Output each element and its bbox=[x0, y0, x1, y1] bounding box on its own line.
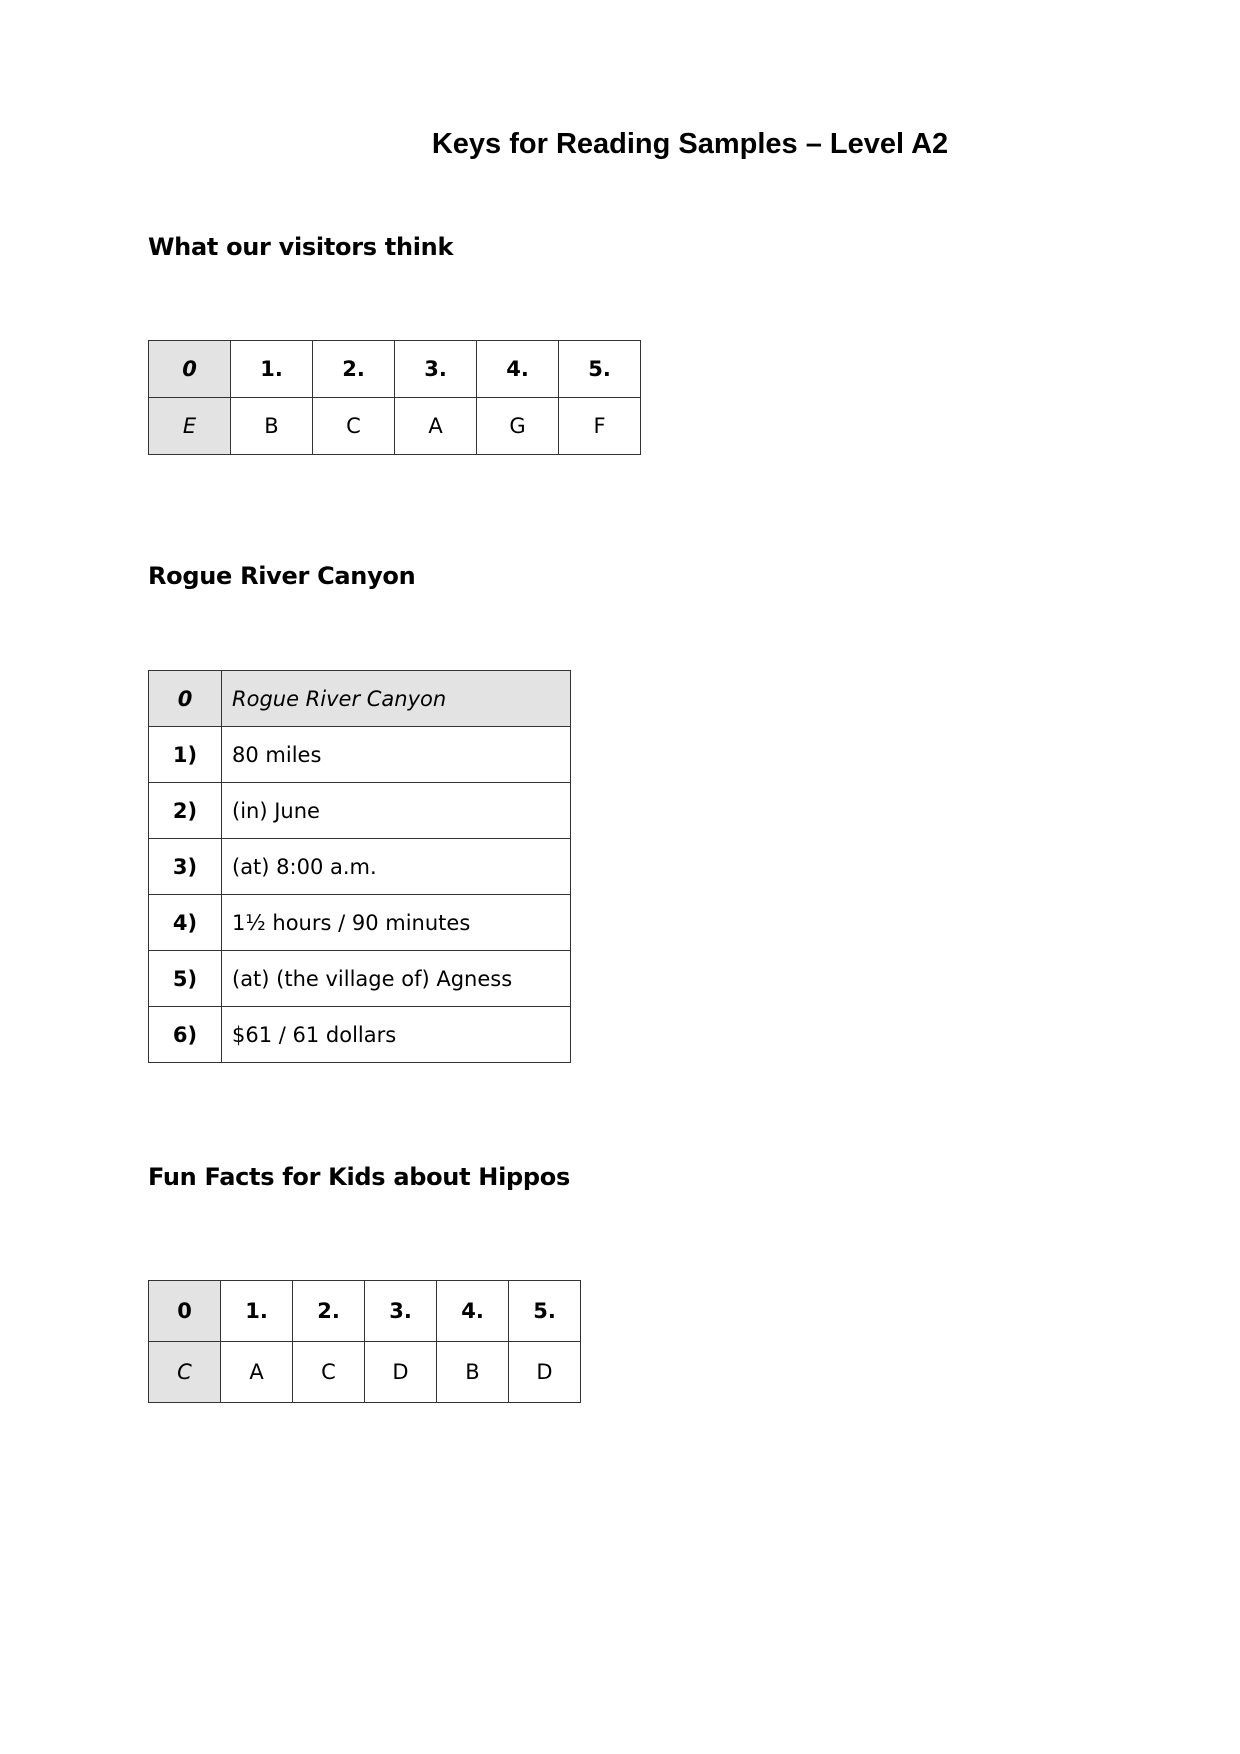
table-cell: A bbox=[221, 1342, 293, 1403]
answer-key-table-rogue-river bbox=[148, 670, 571, 1063]
table-cell: F bbox=[559, 398, 641, 455]
table-cell-number: 1) bbox=[149, 727, 222, 783]
table-cell-number: 0 bbox=[149, 671, 222, 727]
table-cell: C bbox=[149, 1342, 221, 1403]
table-cell: 2. bbox=[293, 1281, 365, 1342]
table-cell-number: 2) bbox=[149, 783, 222, 839]
table-cell-answer: (in) June bbox=[222, 783, 571, 839]
table-cell: B bbox=[437, 1342, 509, 1403]
table-row bbox=[149, 839, 571, 895]
section-heading-visitors: What our visitors think bbox=[148, 233, 454, 261]
answer-key-table-hippos bbox=[148, 1280, 581, 1403]
table-cell: 3. bbox=[365, 1281, 437, 1342]
table-cell-answer: $61 / 61 dollars bbox=[222, 1007, 571, 1063]
table-cell-number: 6) bbox=[149, 1007, 222, 1063]
table-cell: C bbox=[293, 1342, 365, 1403]
table-row bbox=[149, 951, 571, 1007]
answer-key-table-visitors bbox=[148, 340, 641, 455]
table-answer-row bbox=[149, 1342, 581, 1403]
table-cell: D bbox=[509, 1342, 581, 1403]
table-cell: D bbox=[365, 1342, 437, 1403]
table-cell: 4. bbox=[437, 1281, 509, 1342]
table-row bbox=[149, 1007, 571, 1063]
section-heading-hippos: Fun Facts for Kids about Hippos bbox=[148, 1163, 570, 1191]
table-cell-answer: (at) 8:00 a.m. bbox=[222, 839, 571, 895]
section-heading-rogue-river: Rogue River Canyon bbox=[148, 562, 416, 590]
table-cell: 1. bbox=[221, 1281, 293, 1342]
table-cell: G bbox=[477, 398, 559, 455]
table-cell: 1. bbox=[231, 341, 313, 398]
table-row bbox=[149, 783, 571, 839]
table-cell-answer: (at) (the village of) Agness bbox=[222, 951, 571, 1007]
table-cell-number: 5) bbox=[149, 951, 222, 1007]
table-cell: 3. bbox=[395, 341, 477, 398]
table-cell: 4. bbox=[477, 341, 559, 398]
table-header-row bbox=[149, 1281, 581, 1342]
table-cell: B bbox=[231, 398, 313, 455]
table-cell: C bbox=[313, 398, 395, 455]
document-title: Keys for Reading Samples – Level A2 bbox=[431, 128, 949, 160]
table-cell: E bbox=[149, 398, 231, 455]
table-answer-row bbox=[149, 398, 641, 455]
table-row bbox=[149, 671, 571, 727]
table-cell: 5. bbox=[509, 1281, 581, 1342]
table-cell-answer: 1½ hours / 90 minutes bbox=[222, 895, 571, 951]
table-cell-answer: Rogue River Canyon bbox=[222, 671, 571, 727]
table-row bbox=[149, 895, 571, 951]
table-cell: 2. bbox=[313, 341, 395, 398]
table-cell-answer: 80 miles bbox=[222, 727, 571, 783]
table-cell: A bbox=[395, 398, 477, 455]
table-row bbox=[149, 727, 571, 783]
table-cell: 0 bbox=[149, 341, 231, 398]
table-cell: 0 bbox=[149, 1281, 221, 1342]
table-cell: 5. bbox=[559, 341, 641, 398]
table-header-row bbox=[149, 341, 641, 398]
table-cell-number: 4) bbox=[149, 895, 222, 951]
table-cell-number: 3) bbox=[149, 839, 222, 895]
